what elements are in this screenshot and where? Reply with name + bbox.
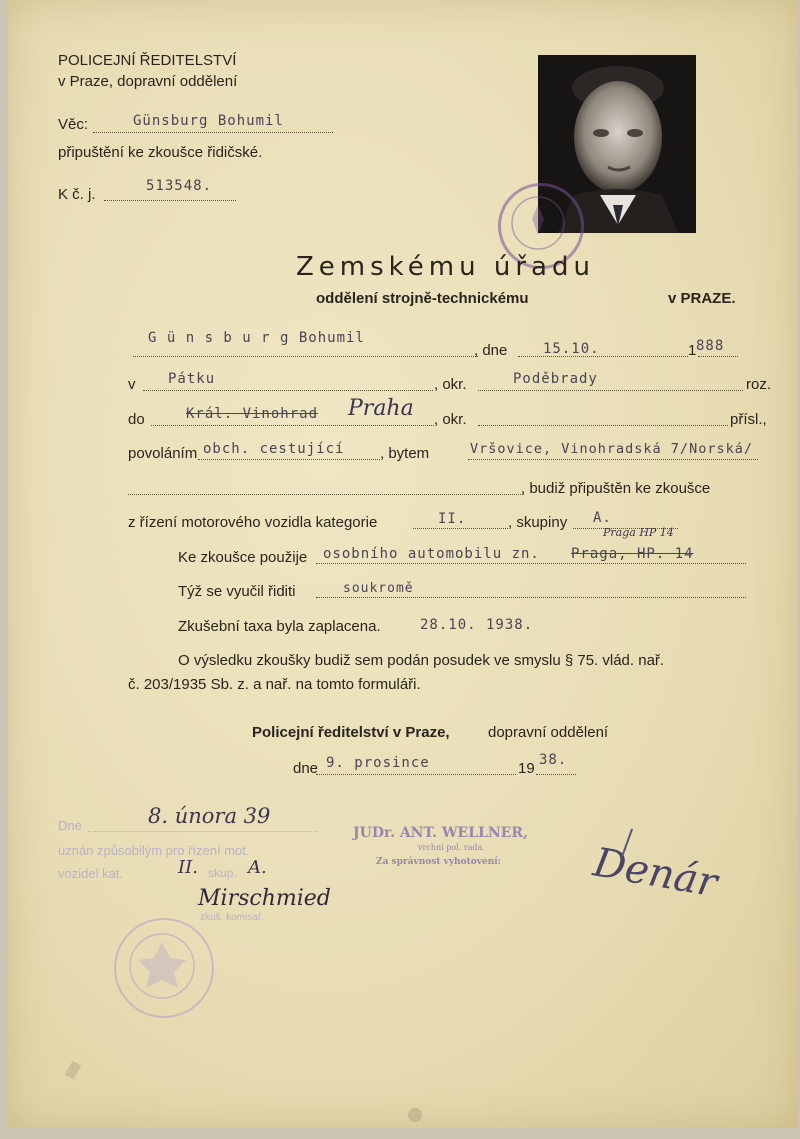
reference-label: K č. j. [58,186,96,203]
subject-name: Günsburg Bohumil [133,113,284,129]
occupation-label: povoláním [128,445,198,462]
residence-label: , bytem [380,445,430,462]
document-page [8,0,798,1128]
domicile-district-label: , okr. [434,411,467,428]
born-year: 888 [696,338,725,354]
district-label: , okr. [434,376,467,393]
signature-department: dopravní oddělení [488,724,609,741]
occupation: obch. cestující [203,441,345,457]
domicile-typed: Král. Vinohrad [186,406,319,422]
born-label: , dne [474,342,508,359]
paper-tear [65,1061,82,1080]
exam-date-label: Dne [58,818,82,833]
commissioner-signature: Mirschmied [198,886,331,911]
prisl-label: přísl., [730,411,767,428]
fee-label: Zkušební taxa byla zaplacena. [178,618,381,635]
addressee-title: Zemskému úřadu [296,252,595,282]
signature-authority: Policejní ředitelství v Praze, [252,724,450,741]
admitted-text: , budiž připuštěn ke zkoušce [521,480,711,497]
official-signature: Denár [589,839,721,907]
domicile-handwritten: Praha [348,396,414,421]
exam-commission-seal [114,918,214,1018]
exam-group-label: skup. [208,866,237,880]
district: Poděbrady [513,371,598,387]
category-label: z řízení motorového vozidla kategorie [128,514,378,531]
residence: Vršovice, Vinohradská 7/Norská/ [470,441,753,457]
exam-group: A. [248,857,267,878]
signature-year-prefix: 19 [518,760,535,777]
signature-year: 38. [539,752,568,768]
group-note: Praga HP 14 [603,526,674,539]
domicile-label: do [128,411,145,428]
group: A. [593,510,612,526]
roz-label: roz. [746,376,772,393]
subject-label: Věc: [58,116,89,133]
applicant-name: G ü n s b u r g Bohumil [148,330,365,346]
birthplace-label: v [128,376,136,393]
born-year-prefix: 1 [688,342,697,359]
official-note-stamp: Za správnost vyhotovení: [376,857,502,867]
result-text-2: č. 203/1935 Sb. z. a nař. na tomto formuláři. [128,676,421,693]
learned: soukromě [343,581,414,596]
result-text-1: O výsledku zkoušky budiž sem podán posudek ve smyslu § 75. vlád. nař. [178,652,665,669]
commissioner-title: zkuš. komisař. [200,912,264,923]
exam-category-label: vozidel kat. [58,866,124,881]
paper-stain [408,1108,422,1122]
vehicle-label: Ke zkoušce použije [178,549,308,566]
official-title-stamp: vrchní pol. rada. [418,843,485,852]
addressee-subtitle: oddělení strojně-technickému [316,290,529,307]
birthplace: Pátku [168,371,216,387]
subject-description: připuštění ke zkoušce řidičské. [58,144,263,161]
reference-number: 513548. [146,178,213,194]
authority-title: POLICEJNÍ ŘEDITELSTVÍ [58,52,237,69]
exam-category: II. [178,857,198,878]
official-name-stamp: JUDr. ANT. WELLNER, [353,825,528,841]
category: II. [438,511,467,527]
group-label: , skupiny [508,514,568,531]
fee-date: 28.10. 1938. [420,617,534,633]
born-date: 15.10. [543,341,600,357]
signature-date: 9. prosince [326,755,430,771]
vehicle-struck: Praga, HP. 14 [571,546,694,562]
authority-department: v Praze, dopravní oddělení [58,73,238,90]
exam-line2: uznán způsobilým pro řízení mot. [58,843,250,858]
addressee-city: v PRAZE. [668,290,736,307]
vehicle: osobního automobilu zn. [323,546,540,562]
learned-label: Týž se vyučil řiditi [178,583,296,600]
exam-date: 8. února 39 [148,804,271,828]
signature-date-label: dne [293,760,319,777]
